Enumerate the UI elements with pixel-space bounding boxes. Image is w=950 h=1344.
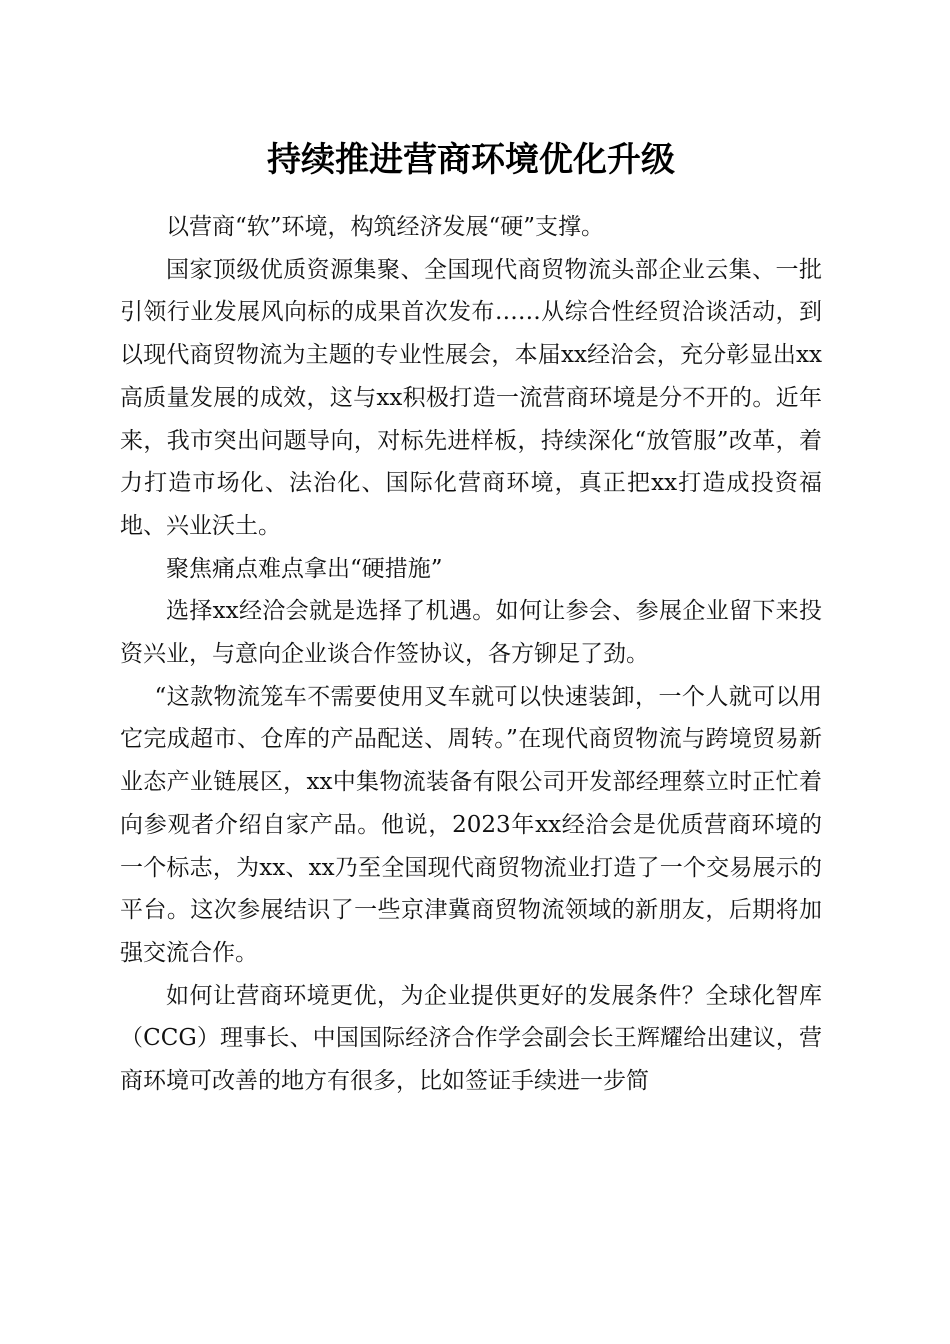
paragraph-suggestion: 如何让营商环境更优，为企业提供更好的发展条件？全球化智库（CCG）理事长、中国国际经济合作学会副会长王辉耀给出建议，营商环境可改善的地方有很多，比如签证手续进一步简 [120, 982, 822, 1095]
document-title: 持续推进营商环境优化升级 [267, 140, 675, 180]
paragraph-intro: 以营商“软”环境，构筑经济发展“硬”支撑。 [166, 214, 605, 240]
section-heading: 聚焦痛点难点拿出“硬措施” [166, 555, 443, 582]
document-body [120, 206, 822, 1103]
paragraph-overview: 国家顶级优质资源集聚、全国现代商贸物流头部企业云集、一批引领行业发展风向标的成果首次发布……从综合性经贸洽谈活动，到以现代商贸物流为主题的专业性展会，本届xx经洽会，充分彰显出xx高质量发展的成效，这与xx积极打造一流营商环境是分不开的。近年来，我市突出问题导向，对标先进样板，持续深化“放管服”改革，着力打造市场化、法治化、国际化营商环境，真正把xx打造成投资福地、兴业沃土。 [120, 256, 822, 539]
paragraph-quote: “这款物流笼车不需要使用叉车就可以快速装卸，一个人就可以用它完成超市、仓库的产品配送、周转。”在现代商贸物流与跨境贸易新业态产业链展区，xx中集物流装备有限公司开发部经理蔡立时正忙着向参观者介绍自家产品。他说，2023年xx经洽会是优质营商环境的一个标志，为xx、xx乃至全国现代商贸物流业打造了一个交易展示的平台。这次参展结识了一些京津冀商贸物流领域的新朋友，后期将加强交流合作。 [120, 683, 822, 966]
paragraph-opportunity: 选择xx经洽会就是选择了机遇。如何让参会、参展企业留下来投资兴业，与意向企业谈合作签协议，各方铆足了劲。 [120, 598, 822, 668]
